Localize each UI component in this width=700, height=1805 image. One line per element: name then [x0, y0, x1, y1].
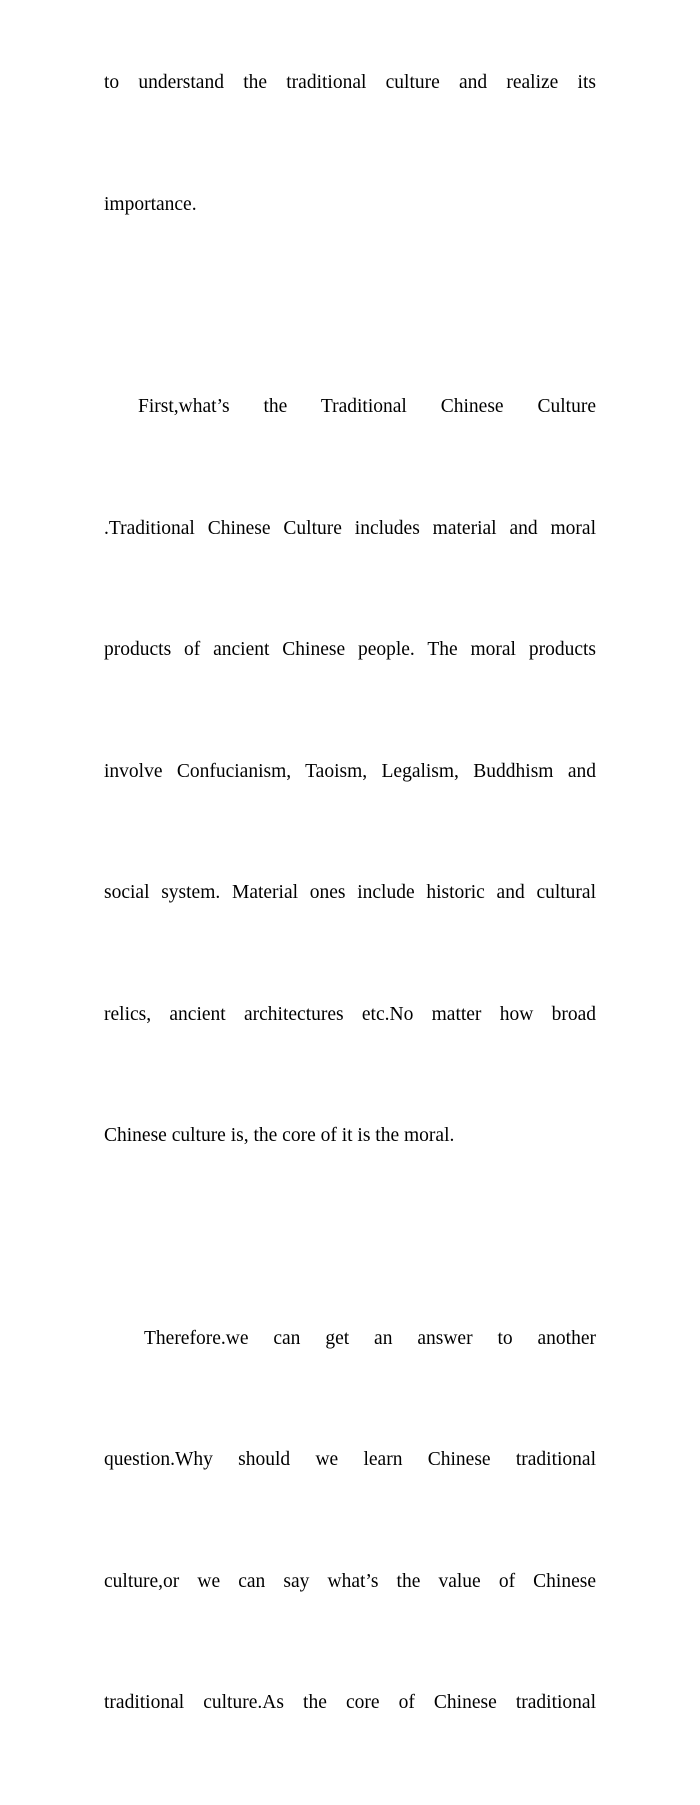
paragraph-intro-continued [104, 0, 596, 306]
text-line: culture,or we can say what’s the value of Chinese [104, 1570, 596, 1592]
text-line: relics, ancient architectures etc.No matter how broad [104, 1003, 596, 1025]
text-line: Therefore.we can get an answer to another [144, 1327, 596, 1349]
text-line: First,what’s the Traditional Chinese Culture [138, 396, 596, 417]
text-line: traditional culture.As the core of Chinese traditional [104, 1692, 596, 1713]
text-line: products of ancient Chinese people. The moral products [104, 639, 596, 660]
text-line: social system. Material ones include historic and cultural [104, 882, 596, 903]
text-line: question.Why should we learn Chinese traditional [104, 1449, 596, 1470]
paragraph-therefore-answer [104, 1238, 596, 1805]
document-body [104, 0, 596, 1805]
text-line: .Traditional Chinese Culture includes material and moral [104, 517, 596, 539]
paragraph-first-what-is [104, 306, 596, 1238]
text-line: involve Confucianism, Taoism, Legalism, Buddhism and [104, 760, 596, 782]
text-line: importance. [104, 193, 197, 215]
text-line: Chinese culture is, the core of it is the moral. [104, 1125, 455, 1146]
text-line: to understand the traditional culture and realize its [104, 72, 596, 93]
